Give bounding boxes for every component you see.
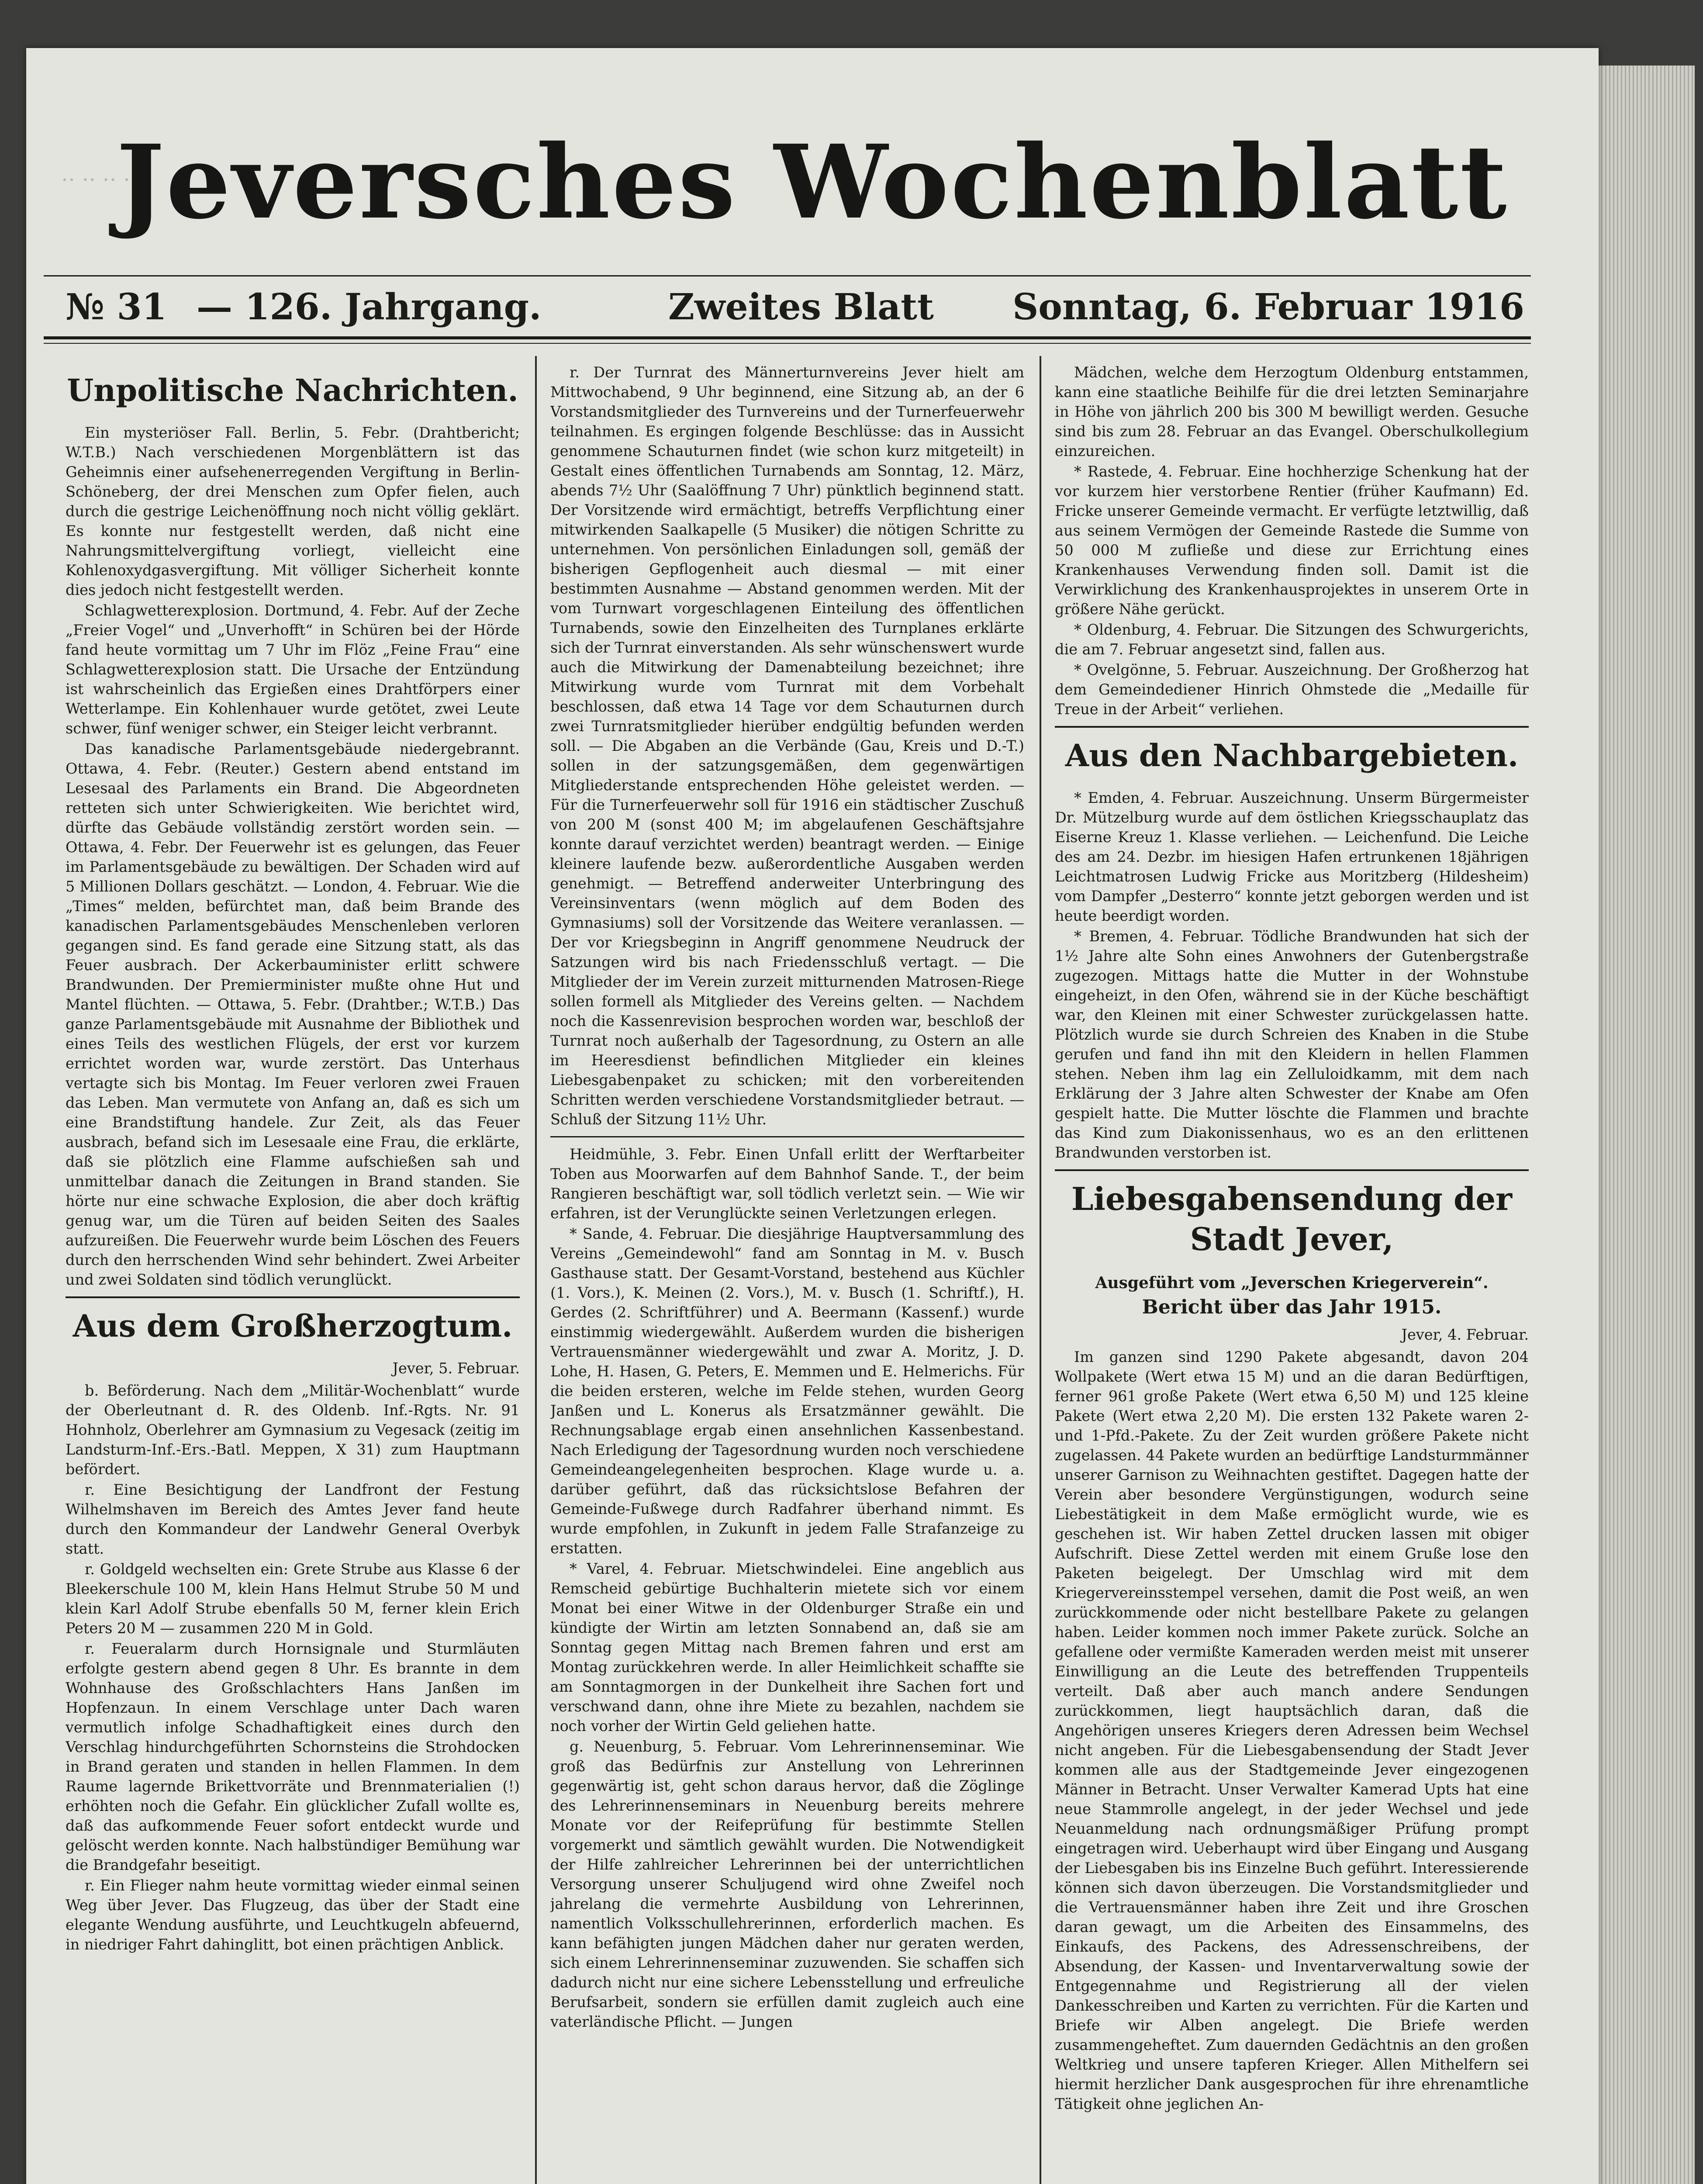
column-1	[66, 363, 520, 2184]
bleed-through-text: ‥ ‥ ‥ ‥	[61, 162, 137, 186]
issue-date: Sonntag, 6. Februar 1916	[1012, 286, 1524, 328]
issue-sheet: Zweites Blatt	[668, 286, 934, 328]
section-rule	[1055, 1169, 1529, 1171]
column-rule-2	[1040, 356, 1041, 2184]
column-2	[550, 363, 1024, 2184]
top-thick-rule	[44, 336, 1531, 339]
section-subhead: Ausgeführt vom „Jeverschen Kriegerverein“.	[1095, 1274, 1489, 1292]
article: * Sande, 4. Februar. Die diesjährige Hauptversammlung des Vereins „Gemeindewohl“ fand am Sonntag in M. v. Busch Gasthause statt. Der Gesamt-Vorstand, bestehend aus Küchler (1. Vors.), K. Meinen (2. Vors.), M. v. Busch (1. Schriftf.), H. Gerdes (2. Schriftführer) und A. Beermann (Kassenf.) wurde einstimmig wiedergewählt. Außerdem wurden die bisherigen Vertrauensmänner wiedergewählt und zwar A. Moritz, J. D. Lohe, H. Hasen, G. Peters, E. Memmen und E. Helmerichs. Für die beiden ersteren, welche im Felde stehen, wurden Georg Janßen und L. Konerus als Ersatzmänner gewählt. Die Rechnungsablage ergab einen ansehnlichen Kassenbestand. Nach Erledigung der Tagesordnung wurden noch verschiedene Gemeindeangelegenheiten besprochen. Klage wurde u. a. darüber geführt, daß das rücksichtslose Befahren der Gemeinde-Fußwege durch Radfahrer überhand nimmt. Es wurde empfohlen, in Zukunft in jedem Falle Strafanzeige zu erstatten.	[550, 1225, 1024, 1557]
article: r. Goldgeld wechselten ein: Grete Strube aus Klasse 6 der Bleekerschule 100 M, klein Hans Helmut Strube 50 M und klein Karl Adolf Strube ebenfalls 50 M, ferner klein Erich Peters 20 M — zusammen 220 M in Gold.	[66, 1561, 520, 1637]
top-thin-rule	[44, 343, 1531, 344]
issue-info-bar	[48, 286, 1524, 334]
article: b. Beförderung. Nach dem „Militär-Wochenblatt“ wurde der Oberleutnant d. R. des Oldenb. Inf.-Rgts. Nr. 91 Hohnholz, Oberlehrer am Gymnasium zu Vegesack (zeitig im Landsturm-Inf.-Ers.-Batl. Meppen, X 31) zum Hauptmann befördert.	[66, 1382, 520, 1478]
article: Schlagwetterexplosion. Dortmund, 4. Febr. Auf der Zeche „Freier Vogel“ und „Unverhofft“ in Schüren bei der Hörde fand heute vormittag um 7 Uhr im Flöz „Feine Frau“ eine Schlagwetterexplosion statt. Die Ursache der Entzündung ist wahrscheinlich das Ergießen eines Drahtförpers einer Wetterlampe. Ein Kohlenhauer wurde getötet, zwei Leute schwer, fünf weniger schwer, ein Steiger leicht verbrannt.	[66, 602, 520, 737]
article: Heidmühle, 3. Febr. Einen Unfall erlitt der Werftarbeiter Toben aus Moorwarfen auf dem Bahnhof Sande. T., der beim Rangieren beschäftigt war, soll tödlich verletzt sein. — Wie wir erfahren, ist der Verunglückte seinen Verletzungen erlegen.	[550, 1146, 1024, 1222]
issue-number: № 31	[66, 286, 167, 328]
article: * Ovelgönne, 5. Februar. Auszeichnung. Der Großherzog hat dem Gemeindediener Hinrich Ohmstede die „Medaille für Treue in der Arbeit“ verliehen.	[1055, 661, 1529, 718]
page-stack-edge	[1599, 66, 1695, 2184]
section-head-nachbargebiete: Aus den Nachbargebieten.	[1065, 737, 1519, 774]
article: Mädchen, welche dem Herzogtum Oldenburg entstammen, kann eine staatliche Beihilfe für die drei letzten Seminarjahre in Höhe von jährlich 200 bis 300 M bewilligt werden. Gesuche sind bis zum 28. Februar an das Evangel. Oberschulkollegium einzureichen.	[1055, 364, 1529, 460]
article: r. Eine Besichtigung der Landfront der Festung Wilhelmshaven im Bereich des Amtes Jever fand heute durch den Kommandeur der Landwehr General Overbyk statt.	[66, 1481, 520, 1557]
article: * Oldenburg, 4. Februar. Die Sitzungen des Schwurgerichts, die am 7. Februar angesetzt sind, fallen aus.	[1055, 621, 1529, 658]
column-rule-1	[535, 356, 537, 2184]
dateline: Jever, 4. Februar.	[1401, 1326, 1529, 1343]
article: r. Ein Flieger nahm heute vormittag wieder einmal seinen Weg über Jever. Das Flugzeug, das über der Stadt eine elegante Wendung ausführte, und Leuchtkugeln abfeuernd, in niedriger Fahrt dahinglitt, bot einen prächtigen Anblick.	[66, 1877, 520, 1953]
article-rule	[550, 1136, 1024, 1137]
section-head-liebesgaben: Liebesgabensendung der Stadt Jever,	[1071, 1180, 1513, 1258]
section-rule	[1055, 726, 1529, 728]
section-rule	[66, 1296, 520, 1298]
article: r. Der Turnrat des Männerturnvereins Jever hielt am Mittwochabend, 9 Uhr beginnend, eine Sitzung ab, an der 6 Vorstandsmitglieder des Turnvereins und der Turnerfeuerwehr teilnahmen. Es ergingen folgende Beschlüsse: das in Aussicht genommene Schauturnen findet (wie schon kurz mitgeteilt) in Gestalt eines öffentlichen Turnabends am Sonntag, 12. März, abends 7½ Uhr (Saalöffnung 7 Uhr) pünktlich beginnend statt. Der Vorsitzende wird ermächtigt, betreffs Verpflichtung einer mitwirkenden Saalkapelle (5 Musiker) die nötigen Schritte zu unternehmen. Von persönlichen Einladungen soll, gemäß der bisherigen Gepflogenheit auch diesmal — mit einer bestimmten Ausnahme — Abstand genommen werden. Mit der vom Turnwart vorgeschlagenen Einteilung des öffentlichen Turnabends, sowie den Einzelheiten des Turnplanes erklärte sich der Turnrat einverstanden. Als sehr wünschenswert wurde auch die Mitwirkung der Damenabteilung bezeichnet; ihre Mitwirkung wurde vom Turnrat mit dem Vorbehalt beschlossen, daß etwa 14 Tage vor dem Schauturnen durch zwei Turnratsmitglieder hierüber endgültig befunden werden soll. — Die Abgaben an die Verbände (Gau, Kreis und D.-T.) sollen in der satzungsgemäßen, dem gegenwärtigen Mitgliederstande entsprechenden Höhe geleistet werden. — Für die Turnerfeuerwehr soll für 1916 ein städtischer Zuschuß von 200 M (sonst 400 M; im abgelaufenen Geschäftsjahre konnte darauf verzichtet werden) beantragt werden. — Einige kleinere laufende bezw. außerordentliche Ausgaben werden genehmigt. — Betreffend anderweiter Unterbringung des Vereinsinventars (wenn möglich auf dem Boden des Gymnasiums) soll der Vorsitzende das Weitere veranlassen. — Der vor Kriegsbeginn in Angriff genommene Neudruck der Satzungen wird bis nach Friedensschluß vertagt. — Die Mitglieder der im Verein zurzeit mitturnenden Matrosen-Riege sollen formell als Mitglieder des Vereins gelten. — Nachdem noch die Kassenrevision besprochen worden war, beschloß der Turnrat noch außerhalb der Tagesordnung, zu Ostern an alle im Heeresdienst befindlichen Mitglieder ein kleines Liebesgabenpaket zu schicken; mit den vorbereitenden Schritten werden verschiedene Vorstandsmitglieder betraut. — Schluß der Sitzung 11½ Uhr.	[550, 364, 1024, 1128]
article: * Emden, 4. Februar. Auszeichnung. Unserm Bürgermeister Dr. Mützelburg wurde auf dem östlichen Kriegsschauplatz das Eiserne Kreuz 1. Klasse verliehen. — Leichenfund. Die Leiche des am 24. Dezbr. im hiesigen Hafen ertrunkenen 18jährigen Leichtmatrosen Ludwig Fricke aus Moritzberg (Hildesheim) vom Dampfer „Desterro“ konnte jetzt geborgen werden und ist heute beerdigt worden.	[1055, 789, 1529, 924]
issue-volume: — 126. Jahrgang.	[197, 286, 542, 328]
article: Das kanadische Parlamentsgebäude niedergebrannt. Ottawa, 4. Febr. (Reuter.) Gestern abend entstand im Lesesaal des Parlaments ein Brand. Die Abgeordneten retteten sich unter Schwierigkeiten. Wie berichtet wird, dürfte das Gebäude vollständig zerstört worden sein. — Ottawa, 4. Febr. Der Feuerwehr ist es gelungen, das Feuer im Parlamentsgebäude zu bewältigen. Der Schaden wird auf 5 Millionen Dollars geschätzt. — London, 4. Februar. Wie die „Times“ melden, befürchtet man, daß beim Brande des kanadischen Parlamentsgebäudes Menschenleben verloren gegangen sind. Es fand gerade eine Sitzung statt, als das Feuer ausbrach. Der Ackerbauminister erlitt schwere Brandwunden. Der Premierminister mußte ohne Hut und Mantel flüchten. — Ottawa, 5. Febr. (Drahtber.; W.T.B.) Das ganze Parlamentsgebäude mit Ausnahme der Bibliothek und eines Teils des westlichen Flügels, der erst vor kurzem errichtet worden war, wurde zerstört. Das Unterhaus vertagte sich bis Montag. Im Feuer verloren zwei Frauen das Leben. Man vermutete von Anfang an, daß es sich um eine Brandstiftung handele. Zur Zeit, als das Feuer ausbrach, befand sich im Lesesaale eine Frau, die erklärte, daß sie plötzlich eine Flamme aufschießen sah und unmittelbar danach die Zeitungen in Brand standen. Sie hörte nur eine schwache Explosion, die aber doch kräftig genug war, um die Türen auf beiden Seiten des Saales aufzureißen. Die Feuerwehr wurde beim Löschen des Feuers durch den herrschenden Wind sehr behindert. Zwei Arbeiter und zwei Soldaten sind tödlich verunglückt.	[66, 740, 520, 1288]
masthead-title: Jeversches Wochenblatt	[116, 122, 1509, 242]
article: r. Feueralarm durch Hornsignale und Sturmläuten erfolgte gestern abend gegen 8 Uhr. Es brannte in dem Wohnhause des Großschlachters Hans Janßen im Hopfenzaun. In einem Verschlage unter Dach waren vermutlich infolge Schadhaftigkeit eines durch den Verschlag hindurchgeführten Schornsteins die Strohdocken in Brand geraten und standen in hellen Flammen. In dem Raume lagernde Brikettvorräte und Brennmaterialien (!) erhöhten noch die Gefahr. Ein glücklicher Zufall wollte es, daß das aufkommende Feuer sofort entdeckt wurde und gelöscht werden konnte. Nach halbstündiger Bemühung war die Brandgefahr beseitigt.	[66, 1640, 520, 1873]
article: g. Neuenburg, 5. Februar. Vom Lehrerinnenseminar. Wie groß das Bedürfnis zur Anstellung von Lehrerinnen gegenwärtig ist, geht schon daraus hervor, daß die Zöglinge des Lehrerinnenseminars in Neuenburg bereits mehrere Monate vor der Reifeprüfung für bestimmte Stellen vorgemerkt und sämtlich gewählt wurden. Die Notwendigkeit der Hilfe zahlreicher Lehrerinnen bei der unterrichtlichen Versorgung unserer Schuljugend wird ohne Zweifel noch jahrelang die vermehrte Ausbildung von Lehrerinnen, namentlich Volksschullehrerinnen, erforderlich machen. Es kann befähigten jungen Mädchen daher nur geraten werden, sich einem Lehrerinnenseminar zuzuwenden. Sie schaffen sich dadurch nicht nur eine sichere Lebensstellung und erfreuliche Berufsarbeit, sondern sie erfüllen damit zugleich auch eine vaterländische Pflicht. — Jungen	[550, 1738, 1024, 2030]
dateline: Jever, 5. Februar.	[392, 1360, 520, 1377]
article: * Bremen, 4. Februar. Tödliche Brandwunden hat sich der 1½ Jahre alte Sohn eines Anwohners der Gutenbergstraße zugezogen. Mittags hatte die Mutter in der Wohnstube eingeheizt, in den Ofen, während sie in der Küche beschäftigt war, den Kleinen mit einer Schwester zurückgelassen hatte. Plötzlich wurde sie durch Schreien des Knaben in die Stube gerufen und fand ihn mit den Kleidern in hellen Flammen stehen. Neben ihm lag ein Zelluloidkamm, mit dem nach Erklärung der 3 Jahre alten Schwester der Knabe am Ofen gespielt hatte. Die Mutter löschte die Flammen und brachte das Kind zum Diakonissenhaus, wo es an den erlittenen Brandwunden verstorben ist.	[1055, 928, 1529, 1161]
article: * Varel, 4. Februar. Mietschwindelei. Eine angeblich aus Remscheid gebürtige Buchhalterin mietete sich vor einem Monat bei einer Witwe in der Oldenburger Straße ein und kündigte der Wirtin am letzten Sonnabend an, daß sie am Sonntag gegen Mittag nach Bremen fahren und erst am Montag zurückkehren werde. In aller Heimlichkeit schaffte sie am Sonntagmorgen in der Dunkelheit ihre Sachen fort und verschwand dann, ohne ihre Miete zu bezahlen, nachdem sie noch vorher der Wirtin Geld geliehen hatte.	[550, 1560, 1024, 1735]
newspaper-page	[26, 48, 1599, 2184]
column-3	[1055, 363, 1529, 2184]
article: Ein mysteriöser Fall. Berlin, 5. Febr. (Drahtbericht; W.T.B.) Nach verschiedenen Morgenblättern ist das Geheimnis einer aufsehenerregenden Vergiftung in Berlin-Schöneberg, der drei Menschen zum Opfer fielen, auch durch die gestrige Leichenöffnung noch nicht völlig geklärt. Es konnte nur festgestellt werden, daß nicht eine Nahrungsmittelvergiftung vorliegt, vielleicht eine Kohlenoxydgasvergiftung. Mit völliger Sicherheit konnte dies jedoch nicht festgestellt werden.	[66, 424, 520, 598]
masthead-rule	[44, 275, 1531, 276]
section-head-grossherzogtum: Aus dem Großherzogtum.	[73, 1308, 513, 1344]
article: Im ganzen sind 1290 Pakete abgesandt, davon 204 Wollpakete (Wert etwa 15 M) und an die daran Bedürftigen, ferner 961 große Pakete (Wert etwa 6,50 M) und 125 kleine Pakete (Wert etwa 2,20 M). Die ersten 132 Pakete waren 2- und 1-Pfd.-Pakete. Zu der Zeit wurden größere Pakete nicht zugelassen. 44 Pakete wurden an bedürftige Landsturmmänner unserer Garnison zu Weihnachten gestiftet. Dagegen hatte der Verein aber besondere Vergünstigungen, wodurch seine Liebestätigkeit in dem Maße ermöglicht wurde, wie es geschehen ist. Wir haben Zettel drucken lassen mit obiger Aufschrift. Diese Zettel werden mit einem Gruße lose den Paketen beigelegt. Der Umschlag wird mit dem Kriegervereinsstempel versehen, damit die Post weiß, an wen zurückkommende oder nicht bestellbare Pakete zu gelangen haben. Leider kommen noch immer Pakete zurück. Solche an gefallene oder vermißte Kameraden werden meist mit unserer Einwilligung an die Leute des betreffenden Truppenteils verteilt. Daß aber auch manch andere Sendungen zurückkommen, liegt hauptsächlich daran, daß die Angehörigen unseres Kriegers deren Adressen beim Wechsel nicht angeben. Für die Liebesgabensendung der Stadt Jever kommen alle aus der Stadtgemeinde Jever eingezogenen Männer in Betracht. Unser Verwalter Kamerad Upts hat eine neue Stammrolle angelegt, in der jeder Wechsel und jede Neuanmeldung nach ordnungsmäßiger Prüfung prompt eingetragen wird. Ueberhaupt wird über Eingang und Ausgang der Liebesgaben bis ins Einzelne Buch geführt. Interessierende können sich davon überzeugen. Die Vorstandsmitglieder und die Vertrauensmänner haben ihre Zeit und ihre Groschen daran gewagt, um die Arbeiten des Einsammelns, des Einkaufs, des Packens, des Adressenschreibens, der Absendung, der Kassen- und Inventarverwaltung sowie der Entgegennahme und Registrierung all der vielen Dankesschreiben und Karten zu verrichten. Für die Karten und Briefe wir Alben angelegt. Die Briefe werden zusammengeheftet. Zum dauernden Gedächtnis an den großen Weltkrieg und unsere tapferen Krieger. Allen Mithelfern sei hiermit herzlicher Dank ausgesprochen für ihre ehrenamtliche Tätigkeit ohne jeglichen An-	[1055, 1348, 1529, 2112]
article: * Rastede, 4. Februar. Eine hochherzige Schenkung hat der vor kurzem hier verstorbene Rentier (früher Kaufmann) Ed. Fricke unserer Gemeinde vermacht. Er verfügte letztwillig, daß aus seinem Vermögen der Gemeinde Rastede die Summe von 50 000 M zufließe und diese zur Errichtung eines Krankenhauses Verwendung finden soll. Damit ist die Verwirklichung des Krankenhausprojektes in unserem Orte in größere Nähe gerückt.	[1055, 463, 1529, 618]
section-subhead: Bericht über das Jahr 1915.	[1142, 1296, 1442, 1318]
section-head-unpolitische: Unpolitische Nachrichten.	[67, 372, 518, 408]
